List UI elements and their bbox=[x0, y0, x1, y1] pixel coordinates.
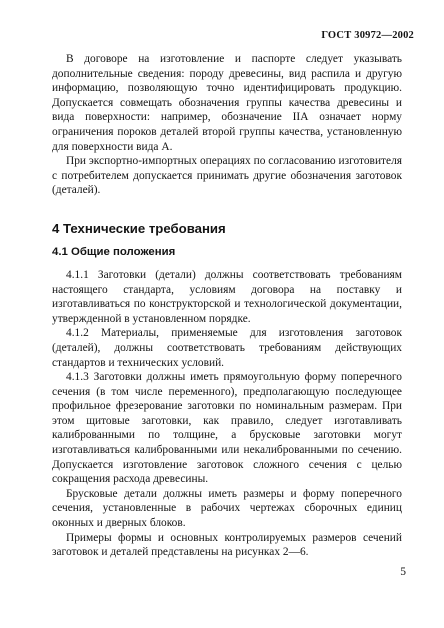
intro-paragraph: При экспортно-импортных операциях по согласованию изготовителя с потребителем допускается принимать другие обозначения заготовок (деталей). bbox=[52, 155, 402, 197]
body-paragraph: 4.1.3 Заготовки должны иметь прямоугольную форму поперечного сечения (в том числе переменного), предполагающую последующее профильное фрезерование заготовки по номинальным размерам. При этом щитовые заготовки, как правило, следует изготавливать калиброванными по толщине, а брусковые заготовки могут изготавливаться калиброванными или некалиброванными по сечению. Допускается изготовление заготовок сложного сечения с целью сокращения расхода древесины. bbox=[52, 371, 402, 486]
standard-header: ГОСТ 30972—2002 bbox=[321, 30, 414, 41]
section-title: 4 Технические требования bbox=[52, 220, 226, 236]
body-paragraph: Брусковые детали должны иметь размеры и форму поперечного сечения, установленные в рабочих чертежах сборочных единиц оконных и дверных блоков. bbox=[52, 487, 402, 530]
page-number: 5 bbox=[400, 566, 406, 578]
body-paragraph: 4.1.1 Заготовки (детали) должны соответствовать требованиям настоящего стандарта, условиям договора на поставку и изготавливаться по конструкторской и технологической документации, утвержденной в установленном порядке. bbox=[52, 268, 402, 325]
page-content bbox=[52, 52, 402, 560]
body-paragraph: Примеры формы и основных контролируемых размеров сечений заготовок и деталей представлены на рисунках 2—6. bbox=[52, 531, 402, 559]
subsection-title: 4.1 Общие положения bbox=[52, 245, 176, 258]
intro-paragraph: В договоре на изготовление и паспорте следует указывать дополнительные сведения: породу древесины, вид распила и другую информацию, позволяющую точно идентифицировать продукцию. Допускается совмещать обозначения группы качества древесины и вида поверхности: например, обозначение IIА означает норму ограничения пороков деталей второй группы качества, установленную для поверхности вида А. bbox=[52, 53, 402, 153]
body-paragraph: 4.1.2 Материалы, применяемые для изготовления заготовок (деталей), должны соответствовать требованиям действующих стандартов и технических условий. bbox=[52, 327, 402, 369]
